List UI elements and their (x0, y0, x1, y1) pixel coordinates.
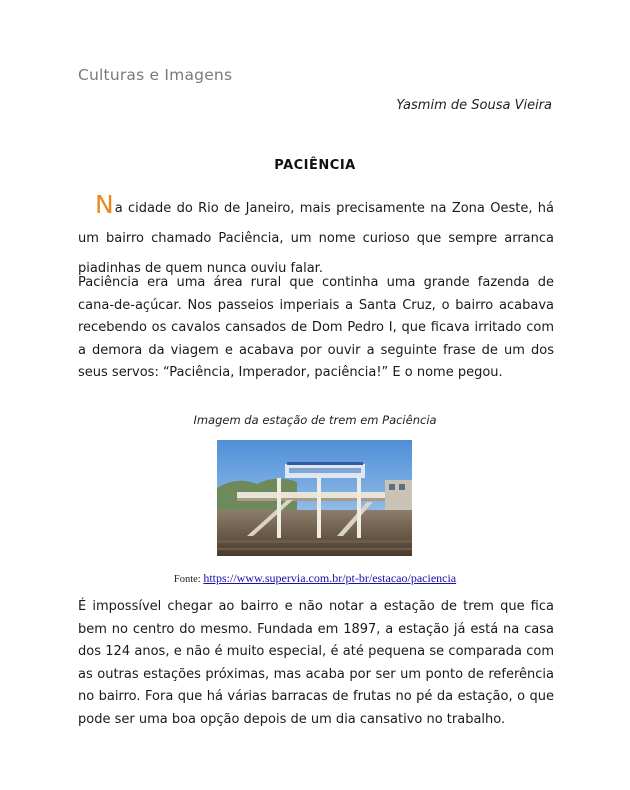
source-link[interactable]: https://www.supervia.com.br/pt-br/estacao/paciencia (203, 571, 457, 585)
paragraph-station: É impossível chegar ao bairro e não notar a estação de trem que fica bem no centro do mesmo. Fundada em 1897, a estação já está na casa dos 124 anos, e não é muito especial, é até pequena se comparada com as outras estações próximas, mas acaba por ser um ponto de referência no bairro. Fora que há várias barracas de frutas no pé da estação, o que pode ser uma boa opção depois de um dia cansativo no trabalho. (78, 599, 554, 727)
paragraph-intro (78, 190, 554, 284)
section-title: Culturas e Imagens (78, 66, 233, 84)
figure-caption: Imagem da estação de trem em Paciência (193, 413, 437, 427)
figure-source (0, 571, 630, 586)
article-title: PACIÊNCIA (274, 158, 356, 173)
paragraph-intro-text: a cidade do Rio de Janeiro, mais precisamente na Zona Oeste, há um bairro chamado Paciência, um nome curioso que sempre arranca piadinhas de quem nunca ouviu falar. (78, 201, 554, 276)
paragraph-history: Paciência era uma área rural que continha uma grande fazenda de cana-de-açúcar. Nos passeios imperiais a Santa Cruz, o bairro acabava recebendo os cavalos cansados de Dom Pedro I, que ficava irritado com a demora da viagem e acabava por ouvir a seguinte frase de um dos seus servos: “Paciência, Imperador, paciência!” E o nome pegou. (78, 275, 554, 380)
author-name: Yasmim de Sousa Vieira (396, 98, 552, 113)
source-label: Fonte: (173, 574, 201, 585)
drop-cap: N (95, 190, 114, 219)
train-station-photo (217, 440, 412, 556)
